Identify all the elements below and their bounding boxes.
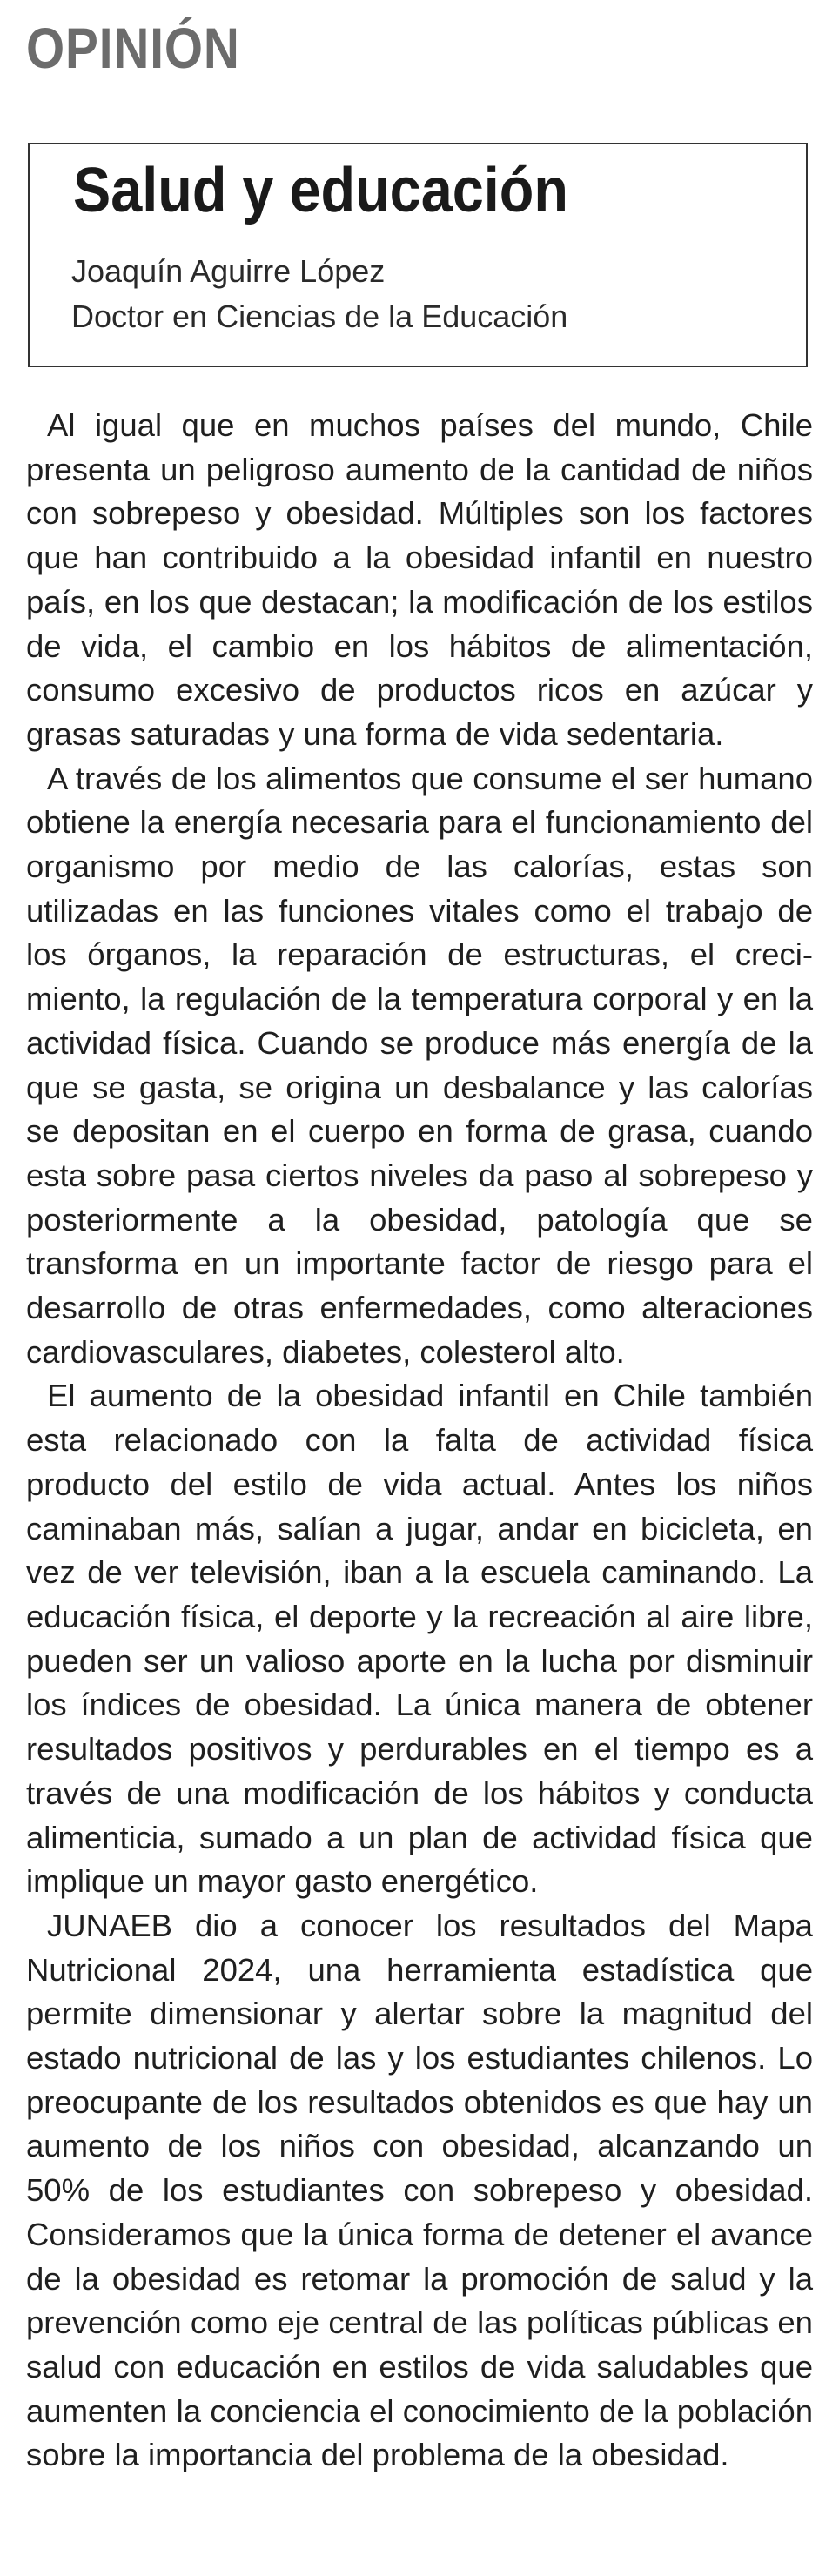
- article-body: [26, 404, 813, 2478]
- article-paragraph-4: JUNAEB dio a conocer los resultados del Mapa Nutricional 2024, una herramienta estadística que permite dimensionar y alertar sobre la magnitud del estado nutricional de las y los estudiantes chilenos. Lo preocupante de los resultados obtenidos es que hay un aumento de los niños con obesidad, alcanzando un 50% de los estudiantes con sobrepeso y obesidad. Consideramos que la única forma de detener el avance de la obesidad es retomar la promoción de salud y la prevención como eje central de las políticas públicas en salud con educación en estilos de vida saludables que aumenten la conciencia el conocimiento de la población sobre la importancia del problema de la obesidad.: [26, 1907, 813, 2473]
- article-title: Salud y educación: [73, 156, 568, 225]
- article-header-box: [28, 143, 808, 367]
- section-label: OPINIÓN: [26, 16, 240, 80]
- article-paragraph-3: El aumento de la obesidad infantil en Chile también esta relacionado con la falta de actividad física producto del estilo de vida actual. Antes los niños caminaban más, salían a jugar, andar en bicicleta, en vez de ver televisión, iban a la escuela caminando. La educación física, el deporte y la recreación al aire libre, pueden ser un valioso aporte en la lucha por disminuir los índices de obesidad. La única manera de obtener resultados positivos y perdurables en el tiempo es a través de una modificación de los hábitos y conducta alimenticia, sumado a un plan de actividad física que implique un mayor gasto energético.: [26, 1378, 813, 1900]
- author-role: Doctor en Ciencias de la Educación: [71, 299, 568, 334]
- article-paragraph-2: A través de los alimentos que consume el ser humano obtiene la energía necesaria para el funcionamiento del organismo por medio de las calorías, estas son utilizadas en las funciones vitales como el trabajo de los órganos, la reparación de estructuras, el crecimiento, la regulación de la temperatura corporal y en la actividad física. Cuando se produce más energía de la que se gasta, se origina un desbalance y las calorías se depositan en el cuerpo en forma de grasa, cuando esta sobre pasa ciertos niveles da paso al sobrepeso y posteriormente a la obesidad, patología que se transforma en un importante factor de riesgo para el desarrollo de otras enfermedades, como alteraciones cardiovasculares, diabetes, colesterol alto.: [26, 760, 813, 1370]
- author-name: Joaquín Aguirre López: [71, 253, 386, 289]
- article-paragraph-1: Al igual que en muchos países del mundo, Chile presenta un peligroso aumento de la cantidad de niños con sobrepeso y obesidad. Múltiples son los factores que han contribuido a la obesidad infantil en nuestro país, en los que destacan; la modificación de los estilos de vida, el cambio en los hábitos de alimentación, consumo excesivo de productos ricos en azúcar y grasas saturadas y una forma de vida sedentaria.: [26, 407, 813, 752]
